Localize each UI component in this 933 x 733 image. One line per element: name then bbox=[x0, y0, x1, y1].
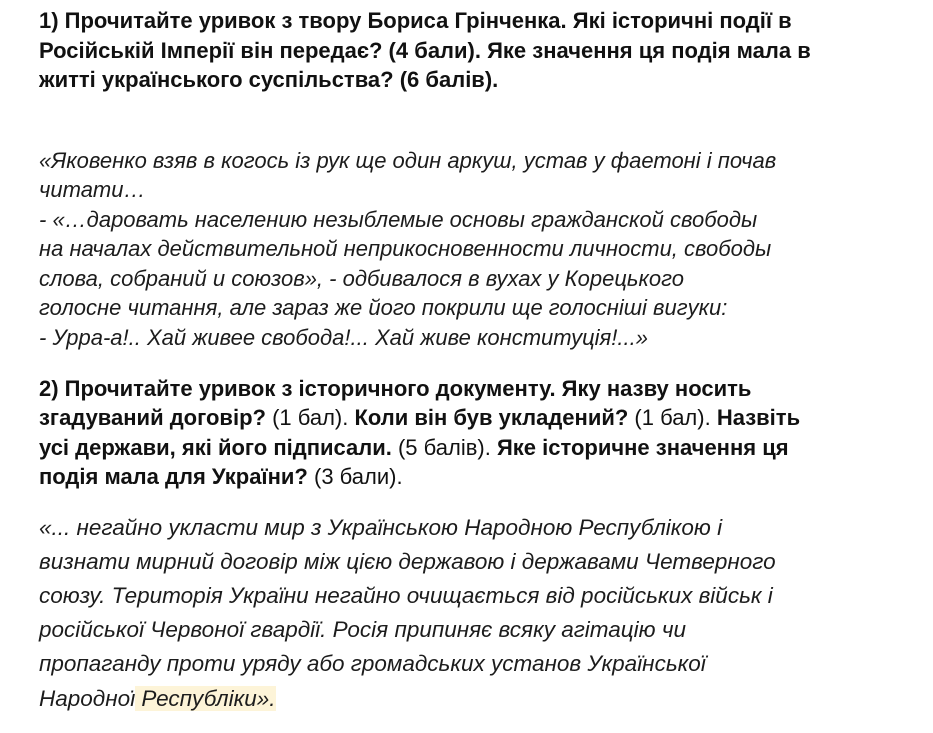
task-2-line: подія мала для України? (3 бали). bbox=[39, 464, 403, 490]
points-label: (3 бали). bbox=[307, 464, 403, 490]
task-2-line: згадуваний договір? (1 бал). Коли він був укладений? (1 бал). Назвіть bbox=[39, 405, 801, 431]
points-label: (1 бал). bbox=[628, 405, 717, 431]
excerpt-line: слова, собраний и союзов», - одбивалося в вухах у Корецького bbox=[39, 265, 684, 291]
document-page bbox=[39, 6, 919, 716]
excerpt-line: голосне читання, але зараз же його покрили ще голосніші вигуки: bbox=[39, 295, 728, 321]
task-1-line: житті українського суспільства? (6 балів). bbox=[39, 67, 499, 92]
task-1-question bbox=[39, 6, 919, 95]
literary-excerpt bbox=[39, 146, 919, 353]
task-1-line: 1) Прочитайте уривок з твору Бориса Грінченка. Які історичні події в bbox=[39, 8, 792, 33]
excerpt-line: - Урра-а!.. Хай живее свобода!... Хай живе конституція!...» bbox=[39, 325, 648, 351]
highlighted-text: Республіки». bbox=[135, 685, 276, 711]
excerpt-line: союзу. Територія України негайно очищається від російських військ і bbox=[39, 583, 773, 609]
excerpt-line: Народної Республіки». bbox=[39, 685, 276, 711]
excerpt-line: пропаганду проти уряду або громадських установ Української bbox=[39, 651, 706, 677]
excerpt-line: читати… bbox=[39, 177, 146, 203]
task-2-line: усі держави, які його підписали. (5 балів). Яке історичне значення ця bbox=[39, 434, 789, 460]
excerpt-line: російської Червоної гвардії. Росія припиняє всяку агітацію чи bbox=[39, 617, 686, 643]
excerpt-line: - «…даровать населению незыблемые основы гражданской свободы bbox=[39, 206, 758, 232]
task-1-line: Російській Імперії він передає? (4 бали). Яке значення ця подія мала в bbox=[39, 37, 811, 63]
excerpt-line: визнати мирний договір між цією державою і державами Четверного bbox=[39, 548, 776, 574]
excerpt-line: «Яковенко взяв в когось із рук ще один аркуш, устав у фаетоні і почав bbox=[39, 147, 777, 173]
points-label: (1 бал). bbox=[265, 405, 355, 431]
task-2-question bbox=[39, 374, 919, 492]
task-2-line: 2) Прочитайте уривок з історичного документу. Яку назву носить bbox=[39, 375, 752, 401]
document-excerpt bbox=[39, 511, 919, 716]
excerpt-line: на началах действительной неприкосновенности личности, свободы bbox=[39, 236, 772, 262]
excerpt-line: «... негайно укласти мир з Українською Народною Республікою і bbox=[39, 514, 723, 540]
points-label: (5 балів). bbox=[391, 434, 497, 460]
